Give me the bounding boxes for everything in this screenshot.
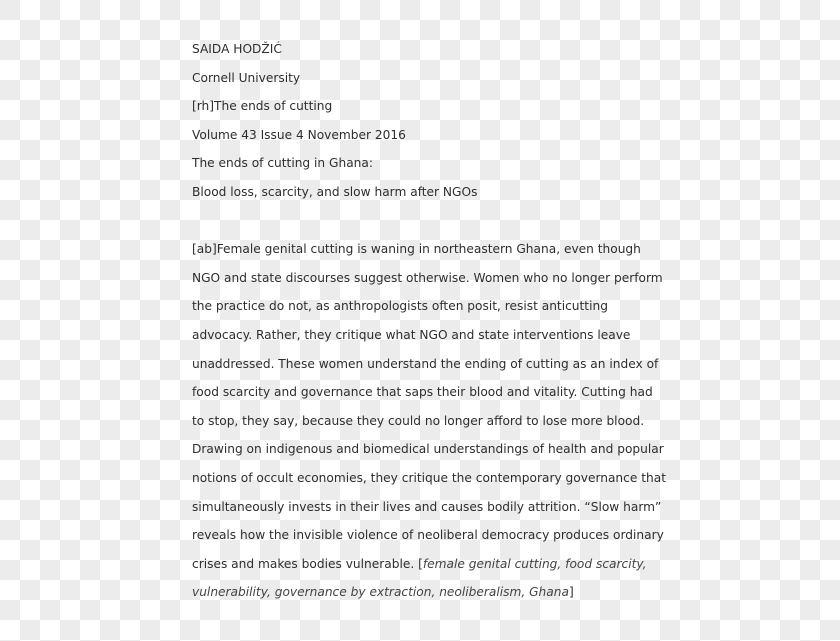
abstract-line bbox=[192, 555, 666, 584]
article-title: The ends of cutting in Ghana: bbox=[192, 156, 373, 171]
keywords: female genital cutting, food scarcity, bbox=[422, 556, 647, 571]
abstract-line: Drawing on indigenous and biomedical understandings of health and popular bbox=[192, 442, 664, 457]
abstract-line: to stop, they say, because they could no longer afford to lose more blood. bbox=[192, 413, 645, 428]
abstract-line: reveals how the invisible violence of neoliberal democracy produces ordinary bbox=[192, 528, 664, 543]
abstract-line: food scarcity and governance that saps their blood and vitality. Cutting had bbox=[192, 385, 653, 400]
abstract-line: [ab]Female genital cutting is waning in northeastern Ghana, even though bbox=[192, 242, 641, 257]
closing-bracket: ] bbox=[568, 585, 574, 600]
abstract-line: the practice do not, as anthropologists often posit, resist anticutting bbox=[192, 299, 608, 314]
running-head: [rh]The ends of cutting bbox=[192, 99, 333, 114]
article-subtitle: Blood loss, scarcity, and slow harm after NGOs bbox=[192, 184, 478, 199]
volume-info: Volume 43 Issue 4 November 2016 bbox=[192, 127, 406, 142]
abstract-line bbox=[192, 583, 666, 612]
author-name: SAIDA HODŽIĆ bbox=[192, 42, 282, 56]
abstract-line: NGO and state discourses suggest otherwise. Women who no longer perform bbox=[192, 270, 663, 285]
abstract-line: notions of occult economies, they critique the contemporary governance that bbox=[192, 470, 666, 485]
keywords: vulnerability, governance by extraction, neoliberalism, Ghana bbox=[192, 585, 569, 600]
abstract-line: unaddressed. These women understand the ending of cutting as an index of bbox=[192, 356, 659, 371]
document-page bbox=[192, 40, 666, 612]
abstract bbox=[192, 240, 666, 612]
abstract-line: simultaneously invests in their lives and causes bodily attrition. “Slow harm” bbox=[192, 499, 662, 514]
abstract-line-text: crises and makes bodies vulnerable. [ bbox=[192, 556, 423, 571]
abstract-line: advocacy. Rather, they critique what NGO and state interventions leave bbox=[192, 327, 631, 342]
affiliation: Cornell University bbox=[192, 70, 301, 85]
